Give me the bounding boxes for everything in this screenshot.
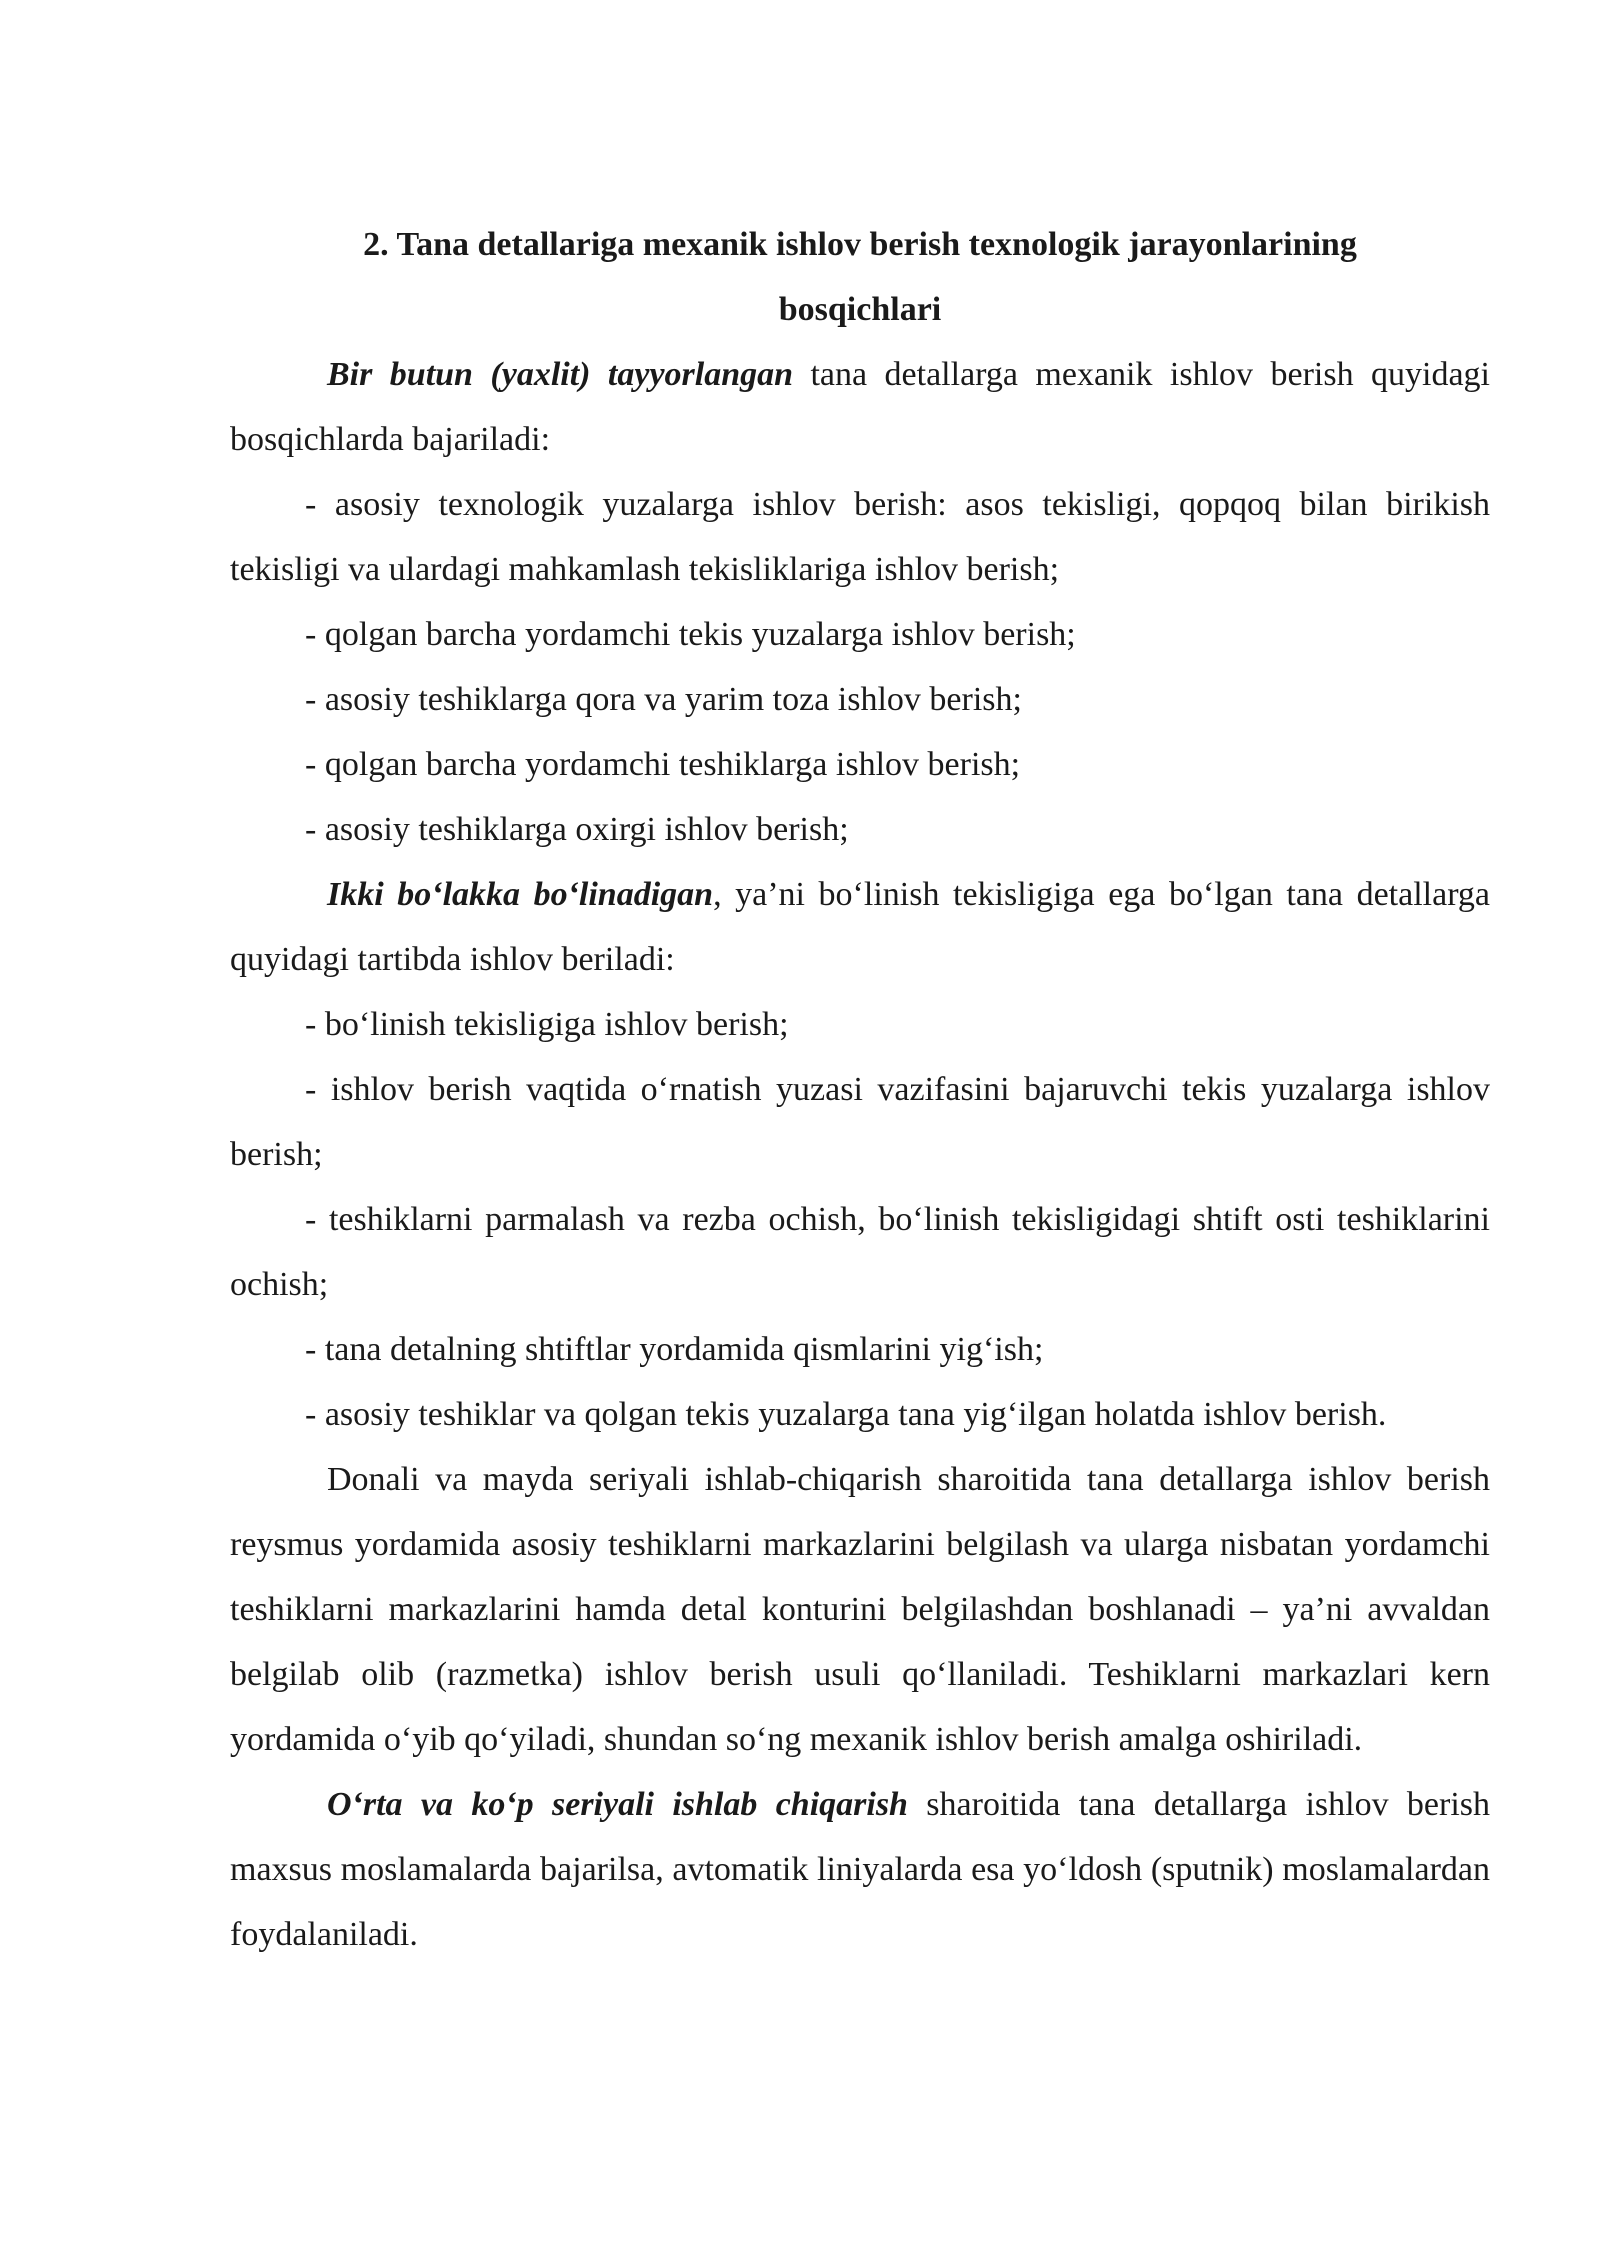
list-item: - asosiy texnologik yuzalarga ishlov berish: asos tekisligi, qopqoq bilan birikish tekisligi va ulardagi mahkamlash tekisliklariga ishlov berish; (230, 486, 1490, 588)
intro-paragraph-split (230, 862, 1490, 992)
emphasis-serial: O‘rta va ko‘p seriyali ishlab chiqarish (327, 1786, 908, 1823)
list-item: - bo‘linish tekisligiga ishlov berish; (305, 1006, 789, 1043)
intro-text-split: , ya’ni bo‘linish tekisligiga ega bo‘lgan tana detallarga quyidagi tartibda ishlov beriladi: (230, 876, 1490, 978)
emphasis-monolithic: Bir butun (yaxlit) tayyorlangan (327, 356, 794, 393)
section-heading-line-2: bosqichlari (778, 291, 942, 328)
list-item: - tana detalning shtiftlar yordamida qismlarini yig‘ish; (305, 1331, 1044, 1368)
list-item: - asosiy teshiklarga oxirgi ishlov berish; (305, 811, 849, 848)
intro-text-monolithic: tana detallarga mexanik ishlov berish quyidagi bosqichlarda bajariladi: (230, 356, 1490, 458)
serial-text: sharoitida tana detallarga ishlov berish maxsus moslamalarda bajarilsa, avtomatik liniyalarda esa yo‘ldosh (sputnik) moslamalardan foydalaniladi. (230, 1786, 1491, 1953)
paragraph-small-batch: Donali va mayda seriyali ishlab-chiqarish sharoitida tana detallarga ishlov berish reysmus yordamida asosiy teshiklarni markazlarini belgilash va ularga nisbatan yordamchi teshiklarni markazlarini hamda detal konturini belgilashdan boshlanadi – ya’ni avvaldan belgilab olib (razmetka) ishlov berish usuli qo‘llaniladi. Teshiklarni markazlari kern yordamida o‘yib qo‘yiladi, shundan so‘ng mexanik ishlov berish amalga oshiriladi. (230, 1461, 1490, 1758)
intro-paragraph-monolithic (230, 342, 1490, 472)
list-item: - asosiy teshiklar va qolgan tekis yuzalarga tana yig‘ilgan holatda ishlov berish. (305, 1396, 1387, 1433)
list-item: - ishlov berish vaqtida o‘rnatish yuzasi vazifasini bajaruvchi tekis yuzalarga ishlov berish; (230, 1071, 1490, 1173)
paragraph-serial-production (230, 1772, 1490, 1967)
emphasis-split: Ikki bo‘lakka bo‘linadigan (327, 876, 714, 913)
list-item: - teshiklarni parmalash va rezba ochish, bo‘linish tekisligidagi shtift osti teshiklarini ochish; (230, 1201, 1490, 1303)
section-heading-line-1: 2. Tana detallariga mexanik ishlov berish texnologik jarayonlarining (363, 226, 1357, 263)
list-item: - qolgan barcha yordamchi teshiklarga ishlov berish; (305, 746, 1021, 783)
document-body (230, 212, 1490, 1967)
list-item: - asosiy teshiklarga qora va yarim toza ishlov berish; (305, 681, 1022, 718)
list-item: - qolgan barcha yordamchi tekis yuzalarga ishlov berish; (305, 616, 1076, 653)
